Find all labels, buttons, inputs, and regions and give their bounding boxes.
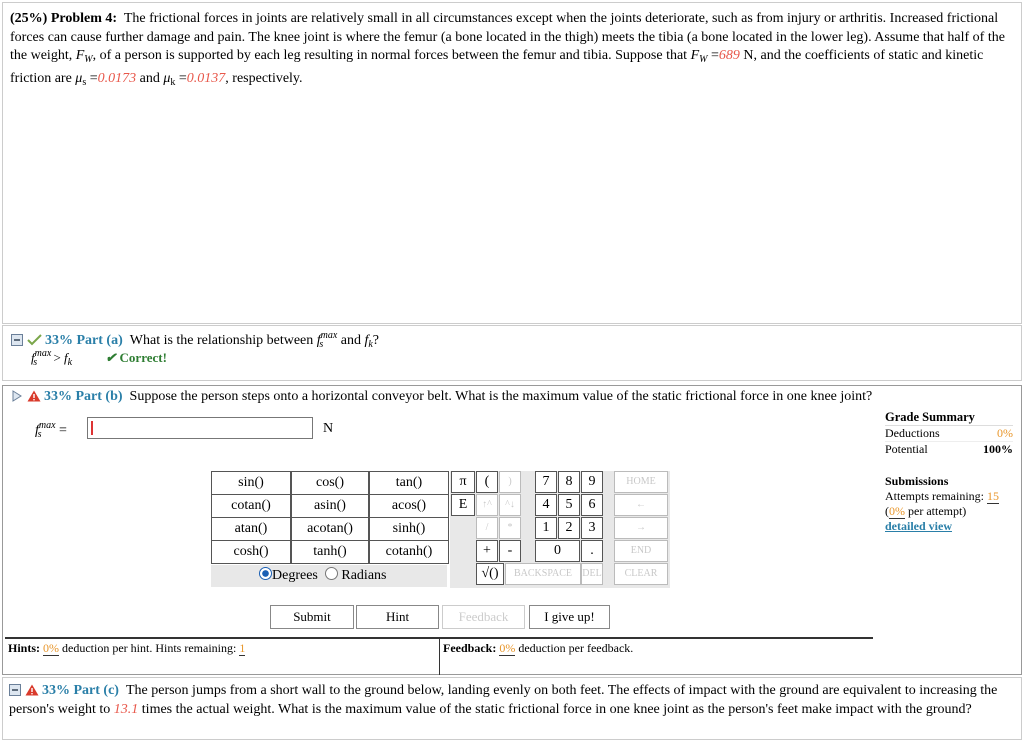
part-c-warning-icon	[25, 684, 39, 696]
func-key-atan[interactable]: atan()	[211, 517, 291, 541]
answer-input-label	[35, 420, 67, 440]
feedback-info	[443, 641, 633, 656]
part-b-panel	[2, 385, 1022, 675]
key-home[interactable]: HOME	[614, 471, 668, 493]
problem-percent: (25%)	[10, 11, 48, 26]
key-clear[interactable]: CLEAR	[614, 563, 668, 585]
expand-arrow-icon[interactable]	[11, 390, 23, 402]
mu-s-symbol: μ	[75, 70, 83, 86]
hints-text: deduction per hint. Hints remaining:	[62, 641, 237, 655]
part-c-content	[9, 682, 1015, 719]
text-cursor	[91, 421, 93, 435]
part-a-answer	[31, 348, 167, 368]
detailed-view-link[interactable]: detailed view	[885, 519, 952, 533]
func-key-sinh[interactable]: sinh()	[369, 517, 449, 541]
key-d1[interactable]: 1	[535, 517, 557, 539]
fs-max-sup: max	[320, 330, 338, 341]
func-key-acos[interactable]: acos()	[369, 494, 449, 518]
ans-fs-symbol: f	[31, 350, 35, 365]
func-key-sin[interactable]: sin()	[211, 471, 291, 495]
problem-text-4: , respectively.	[225, 70, 303, 86]
degrees-label: Degrees	[272, 568, 318, 583]
part-a-qmark: ?	[372, 333, 380, 348]
fk-symbol: f	[364, 333, 369, 348]
key-right[interactable]: →	[614, 517, 668, 539]
part-c-panel	[2, 677, 1022, 740]
hints-info	[8, 641, 245, 656]
part-a-percent: 33%	[45, 333, 73, 348]
mu-k-symbol: μ	[163, 70, 171, 86]
key-d2[interactable]: 2	[558, 517, 580, 539]
input-fs-max: max	[38, 420, 56, 431]
feedback-pct: 0%	[499, 641, 516, 655]
warning-icon	[27, 390, 41, 402]
ans-fs-sub: s	[33, 357, 38, 368]
fs-symbol: f	[316, 333, 321, 348]
key-lparen[interactable]: (	[476, 471, 498, 493]
key-up[interactable]: ↑^	[476, 494, 498, 516]
check-icon	[27, 334, 42, 346]
radians-label: Radians	[341, 568, 387, 583]
deductions-value: 0%	[997, 426, 1013, 440]
problem-text-3: N, and the coefficients of static and kinetic friction are	[10, 48, 984, 86]
key-del[interactable]: DEL	[581, 563, 603, 585]
deductions-label: Deductions	[885, 426, 940, 440]
part-a-label: Part (a)	[76, 333, 123, 348]
per-attempt-label: per attempt)	[908, 504, 967, 518]
part-c-factor: 13.1	[113, 701, 139, 717]
func-key-tan[interactable]: tan()	[369, 471, 449, 495]
potential-row	[885, 442, 1013, 457]
grade-summary-title: Grade Summary	[885, 410, 1013, 426]
fs-sub: s	[319, 339, 324, 350]
mu-s-value: 0.0173	[97, 70, 137, 86]
mu-k-value: 0.0137	[186, 70, 226, 86]
grade-summary	[885, 410, 1013, 534]
problem-text-1: The frictional forces in joints are relatively small in all circumstances except when the joints deteriorate, such as from injury or arthritis. Increased frictional forces can cause further damage and pain. The knee joint is where the femur (a bone located in the thigh) meets the tibia (a bone located in the lower leg). Assume that half of the the weight,	[10, 11, 1005, 63]
correct-check-icon: ✔	[105, 350, 117, 365]
problem-title: Problem 4:	[50, 11, 118, 26]
key-minus[interactable]: -	[499, 540, 521, 562]
input-fs-sub: s	[37, 429, 42, 440]
ans-fk-sub: k	[67, 357, 73, 368]
hints-remaining: 1	[239, 641, 246, 655]
input-fs-symbol: f	[35, 423, 39, 438]
deductions-row	[885, 426, 1013, 442]
part-a-header	[11, 330, 379, 350]
part-b-percent: 33%	[44, 389, 72, 404]
degrees-radio[interactable]	[259, 567, 272, 580]
problem-statement: (25%) Problem 4: The frictional forces in joints are relatively small in all circumstances except when the joints deteriorate, such as from injury or arthritis. Increased frictional forces can cause further damage and pain. The knee joint is where the femur (a bone located in the thigh) meets the tibia (a bone located in the lower leg). Assume that half of the the weight, $F_W$, of a person is supported by each leg resulting in normal forces between the femur and tibia. Suppose that $F_W =689$ N, and the coefficients of static and kinetic friction are $\mu_s =0.0173$ and $\mu_k =0.0137$, respectively.	[2, 2, 1022, 324]
mu-s-subscript: s	[82, 76, 87, 88]
key-end[interactable]: END	[614, 540, 668, 562]
hints-pct: 0%	[43, 641, 60, 655]
fw-symbol: F	[75, 48, 85, 63]
feedback-button[interactable]: Feedback	[442, 605, 525, 629]
radians-radio[interactable]	[325, 567, 338, 580]
unit-label: N	[323, 421, 334, 436]
part-c-collapse-icon[interactable]	[9, 684, 21, 696]
key-backspace[interactable]: BACKSPACE	[505, 563, 581, 585]
per-attempt-open: (	[885, 504, 889, 518]
part-c-percent: 33%	[42, 683, 70, 698]
key-plus[interactable]: +	[476, 540, 498, 562]
give-up-button[interactable]: I give up!	[529, 605, 610, 629]
part-c-text-1: The person jumps from a short wall to the ground below, landing evenly on both feet. The effects of impact with the ground are equivalent to increasing the person's weight to	[9, 683, 998, 717]
key-star[interactable]: *	[499, 517, 521, 539]
attempts-row	[885, 489, 1013, 504]
func-key-cotanh[interactable]: cotanh()	[369, 540, 449, 564]
correct-status: Correct!	[119, 350, 167, 365]
fw-symbol-2: F	[690, 48, 700, 63]
ans-fs-max: max	[34, 348, 52, 359]
func-key-tanh[interactable]: tanh()	[291, 540, 369, 564]
part-b-header	[11, 389, 872, 405]
key-left[interactable]: ←	[614, 494, 668, 516]
func-key-cosh[interactable]: cosh()	[211, 540, 291, 564]
part-a-panel	[2, 325, 1022, 381]
and-word: and	[139, 70, 160, 86]
key-rparen[interactable]: )	[499, 471, 521, 493]
attempts-label: Attempts remaining:	[885, 489, 984, 503]
func-key-asin[interactable]: asin()	[291, 494, 369, 518]
part-c-text-2: times the actual weight. What is the maximum value of the static frictional force in one knee joint as the person's feet make impact with the ground?	[141, 701, 972, 717]
ans-relation: >	[53, 350, 61, 365]
problem-text-2: , of a person is supported by each leg resulting in normal forces between the femur and tibia. Suppose that	[92, 48, 688, 63]
angle-mode	[259, 567, 386, 584]
part-a-question: What is the relationship between	[129, 333, 314, 348]
mu-k-subscript: k	[170, 76, 176, 88]
input-equals: =	[58, 423, 67, 438]
key-d5[interactable]: 5	[558, 494, 580, 516]
submit-button[interactable]: Submit	[270, 605, 354, 629]
key-sqrt[interactable]: √()	[476, 563, 504, 585]
key-d0[interactable]: 0	[535, 540, 580, 562]
ans-fk-symbol: f	[64, 350, 68, 365]
key-d6[interactable]: 6	[581, 494, 603, 516]
fk-sub: k	[368, 339, 373, 350]
part-b-question: Suppose the person steps onto a horizontal conveyor belt. What is the maximum value of the static frictional force in one knee joint?	[129, 389, 873, 404]
key-d8[interactable]: 8	[558, 471, 580, 493]
feedback-label: Feedback:	[443, 641, 497, 655]
part-c-label: Part (c)	[73, 683, 119, 698]
key-d9[interactable]: 9	[581, 471, 603, 493]
feedback-text: deduction per feedback.	[518, 641, 634, 655]
key-pi[interactable]: π	[451, 471, 475, 493]
submissions-title: Submissions	[885, 474, 949, 488]
key-d7[interactable]: 7	[535, 471, 557, 493]
part-a-and: and	[340, 333, 361, 348]
part-b-label: Part (b)	[75, 389, 123, 404]
attempts-value: 15	[986, 489, 999, 503]
key-d4[interactable]: 4	[535, 494, 557, 516]
collapse-icon[interactable]	[11, 334, 23, 346]
fw-value: 689	[718, 48, 740, 63]
func-key-acotan[interactable]: acotan()	[291, 517, 369, 541]
key-dot[interactable]: .	[581, 540, 603, 562]
per-attempt-pct: 0%	[889, 504, 905, 518]
fw-subscript: W	[84, 54, 93, 65]
answer-input[interactable]	[87, 417, 313, 439]
potential-label: Potential	[885, 442, 928, 456]
fw-subscript-2: W	[699, 54, 708, 65]
func-key-cotan[interactable]: cotan()	[211, 494, 291, 518]
per-attempt-row	[885, 504, 1013, 519]
potential-value: 100%	[983, 442, 1013, 456]
func-key-cos[interactable]: cos()	[291, 471, 369, 495]
key-slash[interactable]: /	[476, 517, 498, 539]
hint-button[interactable]: Hint	[356, 605, 439, 629]
hints-label: Hints:	[8, 641, 41, 655]
key-d3[interactable]: 3	[581, 517, 603, 539]
key-down[interactable]: ^↓	[499, 494, 521, 516]
key-e[interactable]: E	[451, 494, 475, 516]
hints-feedback-separator	[439, 639, 440, 675]
